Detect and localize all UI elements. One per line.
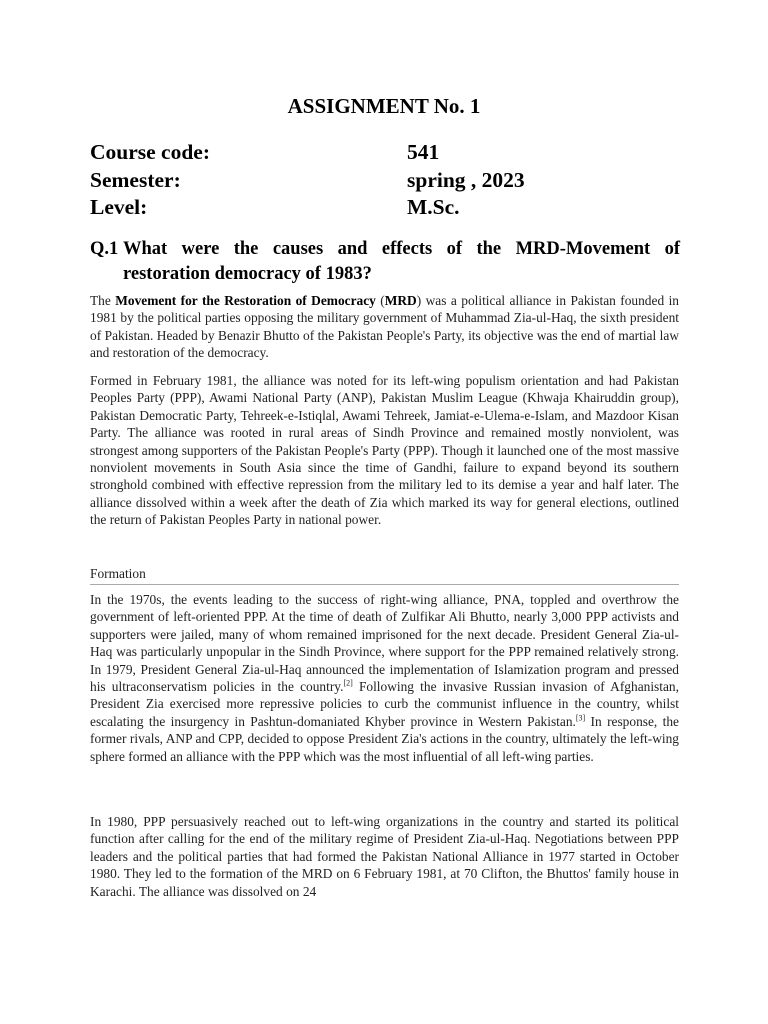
intro-text-2: ( xyxy=(375,293,385,308)
assignment-title: ASSIGNMENT No. 1 xyxy=(287,94,481,118)
semester-label: Semester: xyxy=(90,168,181,192)
formation-text-3: In response, the former rivals, ANP and CPP, decided to oppose President Zia's actions in the country, ultimately the left-wing sphere formed an alliance with the PPP which was the most influential of all left-wing parties. xyxy=(90,713,679,764)
citation-ref-2[interactable]: [2] xyxy=(343,678,353,688)
citation-ref-3[interactable]: [3] xyxy=(575,713,586,723)
course-code-label: Course code: xyxy=(90,140,211,164)
formation-text-1: In the 1970s, the events leading to the success of right-wing alliance, PNA, toppled and overthrow the government of left-oriented PPP. At the time of death of Zulfikar Ali Bhutto, nearly 3,000 PPP activists and supporters were jailed, many of whom remained imprisoned for the next decade. President General Zia-ul-Haq was particularly unpopular in the Sindh Province, where support for the PPP remained relatively strong. In 1979, President General Zia-ul-Haq announced the implementation of Islamization program and pressed his ultraconservatism policies in the country. xyxy=(90,592,679,695)
formation-text-2: Following the invasive Russian invasion of Afghanistan, President Zia exercised more repressive policies to curb the communist influence in the country, whilst escalating the insurgency in Pashtun-domaniated Khyber province in Western Pakistan. xyxy=(90,679,679,729)
level-label: Level: xyxy=(90,195,148,219)
formation-paragraph xyxy=(90,591,679,765)
intro-paragraph xyxy=(90,292,679,362)
negotiations-paragraph: In 1980, PPP persuasively reached out to left-wing organizations in the country and started its political function after calling for the end of the military regime of President Zia-ul-Haq. Negotiations between PPP leaders and the political parties that had formed the Pakistan National Alliance in 1977 started in October 1980. They led to the formation of the MRD on 6 February 1981, at 70 Clifton, the Bhuttos' family house in Karachi. The alliance was dissolved on 24 xyxy=(90,814,679,899)
question-number: Q.1 xyxy=(90,239,119,259)
meta-row-semester xyxy=(90,168,690,196)
alliance-paragraph: Formed in February 1981, the alliance was noted for its left-wing populism orientation and had Pakistan Peoples Party (PPP), Awami National Party (ANP), Pakistan Muslim League (Khwaja Khairuddin group), Pakistan Democratic Party, Tehreek-e-Istiqlal, Awami Tehreek, Jamiat-e-Ulema-e-Islam, and Mazdoor Kisan Party. The alliance was rooted in rural areas of Sindh Province and remained mostly nonviolent, was strongest among supporters of the Pakistan People's Party (PPP). Though it launched one of the most massive nonviolent movements in South Asia since the time of Gandhi, failure to expand beyond its southern stronghold combined with effective repression from the military led to its demise a year and half later. The alliance dissolved within a week after the death of Zia which marked its way for general elections, outlined the return of Pakistan Peoples Party in national power. xyxy=(90,373,679,528)
question-text: What were the causes and effects of the MRD-Movement of restoration democracy of 1983? xyxy=(123,239,680,284)
intro-text-3: ) was a political alliance in Pakistan founded in 1981 by the political parties opposing the military government of Muhammad Zia-ul-Haq, the sixth president of Pakistan. Headed by Benazir Bhutto of the Pakistan People's Party, its objective was the end of martial law and restoration of the democracy. xyxy=(90,293,679,361)
intro-text-1: The xyxy=(90,293,116,308)
semester-value: spring , 2023 xyxy=(407,168,525,192)
formation-heading: Formation xyxy=(90,566,146,581)
course-code-value: 541 xyxy=(407,140,440,164)
intro-bold-mrd-abbr: MRD xyxy=(384,293,417,308)
intro-bold-mrd-name: Movement for the Restoration of Democracy xyxy=(115,293,376,308)
section-divider xyxy=(90,584,679,585)
level-value: M.Sc. xyxy=(407,195,460,219)
meta-row-level xyxy=(90,195,690,223)
meta-row-course-code xyxy=(90,140,690,168)
question-heading xyxy=(90,237,680,287)
